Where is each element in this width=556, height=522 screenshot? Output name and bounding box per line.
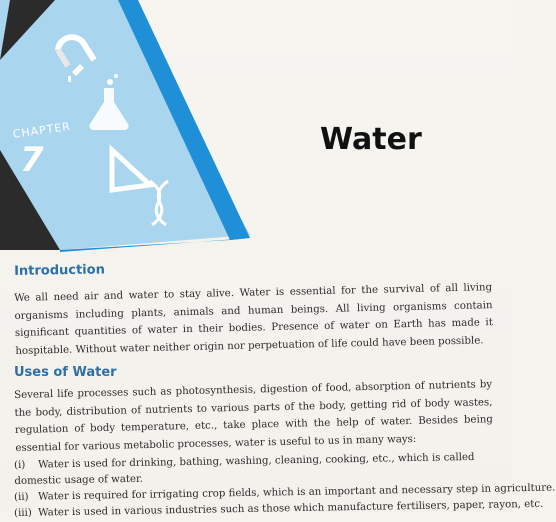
chapter-label: CHAPTER [12,119,72,141]
list-marker: (ii) [14,491,29,503]
introduction-paragraph: We all need air and water to stay alive. Water is essential for the survival of all living organisms including plants, animals and human beings. All living organisms contain significant quantities of water in their bodies. Presence of water on Earth has made it hospitable. Without water neither origin nor perpetuation of life could have been possible. [14,282,493,357]
list-item-text: Water is used for drinking, bathing, washing, cleaning, cooking, etc., which is called domestic usage of water. [14,451,475,487]
chapter-title: Water [320,122,422,157]
introduction-heading: Introduction [14,262,106,279]
chapter-number: 7 [20,140,44,180]
banner-graphic [0,0,512,250]
uses-paragraph: Several life processes such as photosynthesis, digestion of food, absorption of nutrients by the body, distribution of nutrients to various parts of the body, getting rid of body wastes, regulation of body temperature, etc., take place with the help of water. Besides being essential for various metabolic processes, water is useful to us in many ways: [14,379,493,454]
list-item-text: Water is required for irrigating crop fields, which is an important and necessary step in agriculture. [38,482,556,503]
list-marker: (iii) [14,507,32,519]
list-marker: (i) [14,459,26,471]
chapter-banner [0,0,512,250]
list-item-text: Water is used in various industries such as those which manufacture fertilisers, paper, rayon, etc. [38,498,544,519]
uses-heading: Uses of Water [14,365,117,380]
